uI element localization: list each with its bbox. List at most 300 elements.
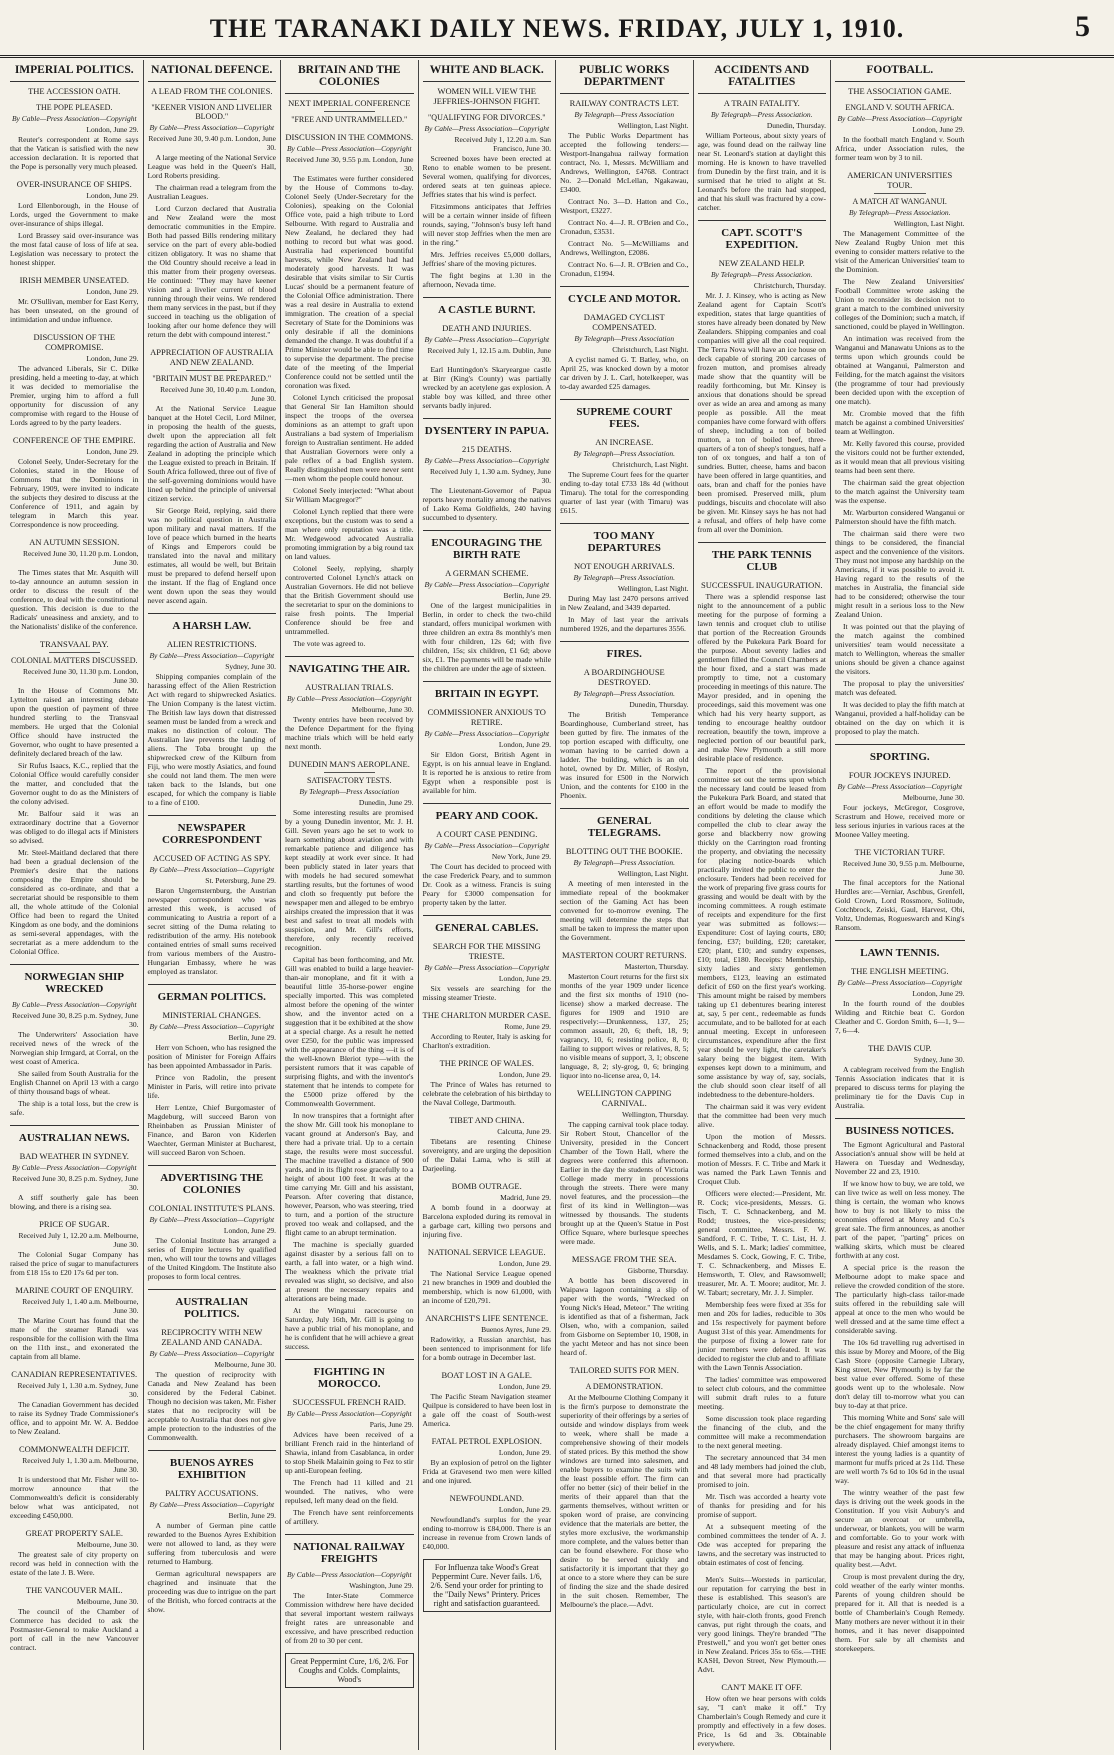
byline: By Cable—Press Association—Copyright [11,1163,137,1172]
article [698,1575,827,1674]
article [423,1058,552,1107]
article-title: FATAL PETROL EXPLOSION. [431,1436,542,1446]
article-paragraph: At a subsequent meeting of the combined committees the tender of A. J. Ode was accepted for preparing the lawns, and the secretary was instructed to obtain estimates of cost of fencing. [697,1522,826,1567]
article [423,323,552,410]
article-paragraph: In now transpires that a fortnight after the show Mr. Gill took his monoplane to vacant ground at Anderson's Bay, and there had a private trial. Up to a certain stage, the results were most successful. The machine travelled a distance of 900 yards, and in its flight rose gracefully to a height of about 100 feet. It was at the time carrying Mr. Gill and his assistant, Pearson. After covering that distance, however, Pearson, who was steering, tried to turn, and a portion of the structure proved too weak and collapsed, and the flight came to an abrupt termination. [285,1111,414,1237]
article-paragraph: Earl Huntingdon's Skaryeargue castle at Birr (King's County) was partially wrecked by an acetylene gas explosion. A stable boy was killed, and three other servants badly injured. [422,365,551,410]
byline: By Cable—Press Association—Copyright [424,729,550,738]
article-subtitle: THE POPE PLEASED. [36,103,113,112]
article-title: A TRAIN FATALITY. [723,98,800,108]
article-paragraph: Mr. Tisch was accorded a hearty vote of thanks for presiding and for his promise of support. [697,1492,826,1519]
dateline: Dunedin, Thursday. [766,121,826,130]
section-header: NATIONAL DEFENCE. [148,60,277,82]
article-title: PRICE OF SUGAR. [39,1219,110,1229]
article [835,1043,965,1110]
byline: By Cable—Press Association—Copyright [11,1000,137,1009]
byline: By Telegraph—Press Association. [710,110,813,119]
byline: By Telegraph—Press Association. [573,858,676,867]
article-title: BAD WEATHER IN SYDNEY. [19,1151,129,1161]
section-header: CYCLE AND MOTOR. [560,286,689,308]
article [10,1285,139,1361]
divider [49,652,100,653]
dateline: London, June 29. [86,191,139,200]
article-paragraph: Croup is most prevalent during the dry, cold weather of the early winter months. Parents of young children should be prepared for it. All that is needed is a bottle of Chamberlain's Cough Remedy. Many mothers are never without it in their homes, and it has never disappointed them. For sale by all chemists and storekeepers. [835,1572,965,1653]
article-paragraph: It was decided to play the fifth match at Wanganui, provided a half-holiday can be obtained on the day on which it is proposed to play the match. [835,700,965,736]
article-paragraph: The chairman said there were two things to be considered, the financial aspect and the convenience of the visitors. They must not impose any hardship on the Americans, if it was possible to avoid it. Having regard to the results of the matches in Australia, the financial side had to be considered; otherwise the tour might result in a serious loss to the New Zealand Union. [835,529,965,619]
article [148,347,277,605]
article-title: MESSAGE FROM THE SEA. [571,1254,677,1264]
article-title: THE VICTORIAN TURF. [854,847,945,857]
article-paragraph: Four jockeys, McGregor, Cosgrove, Scrastrum and Howe, received more or less serious injuries in various races at the Moonee Valley meeting. [835,803,965,839]
article-subtitle: "BRITAIN MUST BE PREPARED." [152,374,272,383]
dateline: Received July 1, 1.40 a.m. Melbourne, June 30. [22,1297,139,1315]
article-paragraph: Men's Suits—Worsteds in particular, our reputation for carrying the best in these is established. This season's are particularly choice, are cut in correct style, with hair-cloth fronts, good French canvas, put right through the coats, and very good linings. They're branded "The Prestwell," and you won't get better ones in New Zealand. Prices 35s to 65s.—THE KASH, Devon Street, New Plymouth.—Advt. [697,1575,826,1674]
dateline: Received June 30, 9.55 p.m. Melbourne, June 30. [842,859,965,877]
article [285,759,414,1351]
article [835,770,965,839]
article-paragraph: The Supreme Court fees for the quarter ending to-day total £733 18s 4d (without Timaru). The total for the corresponding quarter of last year (with Timaru) was £615. [560,470,689,515]
byline: By Telegraph—Press Association. [573,573,676,582]
article-title: COMMISSIONER ANXIOUS TO RETIRE. [427,707,546,727]
article-paragraph: Prince von Radolin, the present Minister in Paris, will retire into private life. [147,1073,276,1100]
article-paragraph: It is understood that Mr. Fisher will to-morrow announce that the Commonwealth's deficit is considerably below what was anticipated, not exceeding £450,000. [10,1475,139,1520]
article [698,1682,827,1748]
article-paragraph: The Inter-State Commerce Commission withdrew here have decided that several important western railways freight rates are unreasonable and excessive, and have prescribed reduction of from 20 to 30 per cent. [285,1591,414,1645]
section-header: A CASTLE BURNT. [423,297,552,319]
article [423,1370,552,1428]
article-title: AMERICAN UNIVERSITIES TOUR. [847,170,953,190]
dateline: Received June 30, 8.25 p.m. Sydney, June 30. [12,1174,139,1192]
section-header: FIRES. [560,641,689,663]
article-paragraph: Herr Lentze, Chief Burgomaster of Magdeburg, will succeed Baron von Rheinbaben as Prussian Minister of Finance, and Baron von Kiderlen Waechter, German Minister at Bucharest, will succeed Baron von Schoen. [147,1103,276,1157]
divider [186,370,237,371]
byline: By Telegraph—Press Association [574,334,675,343]
article-paragraph: Six vessels are searching for the missing steamer Trieste. [422,984,551,1002]
article [423,1313,552,1362]
article-title: NATIONAL SERVICE LEAGUE. [427,1247,546,1257]
article-title: A COURT CASE PENDING. [436,829,538,839]
dateline: Sydney, June 30. [225,662,276,671]
article [148,639,277,807]
article-paragraph: At the Wingatui racecourse on Saturday, July 16th, Mr. Gill is going to have a public trial of his monoplane, and he is confident that he will achieve a great success. [285,1306,414,1351]
dateline: Berlin, June 29. [228,1511,276,1520]
article [835,170,965,736]
section-header: NEWSPAPER CORRESPONDENT [148,815,277,849]
byline: By Cable—Press Association—Copyright [837,114,963,123]
dateline: Received July 1, 12.20 a.m. Melbourne, June 30. [18,1231,139,1249]
article-paragraph: At the Melbourne Clothing Company it is the firm's purpose to demonstrate the superiority of their offerings by a series of outside and window displays from week to week, where shall be made a comprehensive showing of their models of stated prices. By this method the show windows are turned into salesmen, and enable buyers to examine the suits with the least possible effort. The firm can offer no better (sic) of their belief in the merits of their apparel than that the garments themselves, without written or spoken word of praise, are convincing evidence that the materials are better, the styles more exclusive, the workmanship more complete, and the values better than can be found elsewhere. For those who desire to be served quickly and satisfactorily it is important that they go at once to a store where they can be sure of finding the size and the shade desired in the suit chosen. Remember, The Melbourne's the place.—Advt. [560,1393,689,1609]
article-paragraph: Mr. Crombie moved that the fifth match be against a combined Universities' team at Wellington. [835,409,965,436]
dateline: Melbourne, June 30. [902,793,965,802]
divider [599,1378,650,1379]
article-title: DEATH AND INJURIES. [442,323,532,333]
byline: By Telegraph—Press Association [574,110,675,119]
dateline: Received July 1, 1.30 a.m. Sydney, June 30. [430,467,551,485]
article-title: ALIEN RESTRICTIONS. [166,639,257,649]
article-title: CAN'T MAKE IT OFF. [721,1682,803,1692]
section-header: BRITAIN IN EGYPT. [423,681,552,703]
byline: By Telegraph—Press Association [299,787,400,796]
divider [186,99,237,100]
dateline: Dunedin, Thursday. [629,700,689,709]
dateline: Received June 30, 10.40 p.m. London, June 30. [160,385,276,403]
masthead [0,0,1114,58]
article [285,1570,414,1645]
article-paragraph: If we know how to buy, we are told, we can live twice as well on less money. The thing is certain, the woman who knows how to buy is not likely to miss the economies offered at Morey and Co.'s great sale. The firm announces, as another part of the paper, "parting" prices on walking skirts, which must be cleared forthwith at any cost. [835,1179,965,1260]
article [560,1365,689,1609]
article [423,86,552,289]
dateline: Wellington, Last Night. [617,121,689,130]
article-title: AUSTRALIAN TRIALS. [305,682,394,692]
article-paragraph: Lord Curzon declared that Australia and New Zealand were the most democratic communities in the Empire. Both had passed Bills rendering military service on the part of every able-bodied citizen obligatory. It was no shame that the Old Country should receive a lead in this matter from their progeny overseas. He continued: "They may have keener vision and a livelier current of blood running through their veins. We rendered them many services in the past, but if they succeed in teaching us the obligation of looking after our home defence they will return the debt with compound interest." [147,204,276,339]
article-paragraph: Officers were elected:—President, Mr. R. Cock; vice-presidents, Messrs. G. Tisch, T. C. Schnackenberg, and M. Rodd; trustees, the vice-presidents; general committee, Messrs. F. W. Sandford, F. C. Tribe, T. C. List, H. J. Wells, and S. L. Mark; ladies' committee, Mesdames S. Cock, Gowing, F. C. Tribe, T. C. Schnackenberg, and Misses E. Hemsworth, T. Olev, and Rawsomwell; treasurer, Mr. A. T. Moore; auditor, Mr. J. W. Tabart; secretary, Mr. J. J. Simpler. [697,1189,826,1297]
section-header: GERMAN POLITICS. [148,984,277,1006]
article-paragraph: Mr. O'Sullivan, member for East Kerry, has been unseated, on the ground of intimidation and undue influence. [10,297,139,324]
article [148,86,277,339]
dateline: Berlin, June 29. [228,1033,276,1042]
divider [874,193,926,194]
article-title: DISCUSSION OF THE COMPROMISE. [33,332,116,352]
article-paragraph: The council of the Chamber of Commerce has decided to ask the Postmaster-General to make Auckland a port of call in the new Vancouver contract. [10,1607,139,1652]
byline: By Telegraph—Press Association. [573,449,676,458]
article [560,98,689,278]
article-title: MARINE COURT OF ENQUIRY. [15,1285,134,1295]
article-paragraph: Baron Ungernsternburg, the Austrian newspaper correspondent who was arrested this week, is accused of communicating to Austria a report of a secret sitting of the Duma relating to redistribution of the army. His notebook contained entries of small sums received from various members of the Austro-Hungarian Embassy, where he was employed as translator. [147,886,276,976]
dateline: Wellington, Last Night. [617,584,689,593]
article [10,332,139,427]
dateline: London, June 29. [86,354,139,363]
article [698,258,827,534]
article-title: A GERMAN SCHEME. [445,568,529,578]
dateline: Received July 1, 12.15 a.m. Dublin, June 30. [427,346,551,364]
byline: By Cable—Press Association—Copyright [424,335,550,344]
article-paragraph: Mrs. Jeffries receives £5,000 dollars, Jeffries' share of the moving pictures. [422,250,551,268]
article [423,1115,552,1173]
byline: By Cable—Press Association—Copyright [286,144,412,153]
article [10,275,139,324]
dateline: Rome, June 29. [504,1022,551,1031]
newspaper-title: THE TARANAKI DAILY NEWS. FRIDAY, JULY 1, 1910. [209,14,905,43]
article-paragraph: Contract No. 3—D. Hatton and Co., Westport, £3227. [560,197,689,215]
article-paragraph: The Lieutenant-Governor of Papua reports heavy mortality among the natives of Lako Kema Goldfields, 240 having succumbed to dysentery. [422,486,551,522]
section-header: BUSINESS NOTICES. [835,1118,965,1140]
article-title: RECIPROCITY WITH NEW ZEALAND AND CANADA. [161,1327,263,1347]
article-paragraph: The wintry weather of the past few days is driving out the week goods in the Constitution. If you visit Aubury's and secure an overcoat or umbrella, underwear, or blankets, you will be warm and comfortable. Go to your work with pleasure and resist any attack of influenza that may be hanging about. Prices right, quality best.—Advt. [835,1488,965,1569]
article [10,1369,139,1436]
article-paragraph: The Canadian Government has decided to raise its Sydney Trade Commissioner's office, and to appoint Mr. W. A. Beddoe to New Zealand. [10,1400,139,1436]
article-title: SUCCESSFUL INAUGURATION. [700,580,823,590]
article-title: A BOARDINGHOUSE DESTROYED. [583,667,665,687]
section-header: SUPREME COURT FEES. [560,399,689,433]
section-header: TOO MANY DEPARTURES [560,523,689,557]
article-subtitle: COLONIAL MATTERS DISCUSSED. [10,656,138,665]
article-paragraph: Mr. J. J. Kinsey, who is acting as New Zealand agent for Captain Scott's expedition, states that large quantities of stores have already been donated by New Zealanders. Shipping companies and coal companies will give all the coal required. The Terra Nova will have an ice house on deck capable of storing 200 carcases of frozen mutton, and promises already made show that the quantity will be readily forthcoming, but Mr. Kinsey is anxious that donations should be spread over as wide an area and among as many people as possible. All the meat companies have come forward with offers of sheep, including a ton of boiled mutton, a ton of boiled beef, three-quarters of a ton of sheep's tongues, half a ton of ox tongues, and half a ton of sundries. Butter, cheese, hams and bacon have been offered in large quantities, and oats, bran and chaff for the ponies have been promised. Preserved milk, plum puddings, biscuits and chocolate will also be given. Mr. Kinsey says he has not had a refusal, and offers of help have come from all over the Dominion. [697,291,826,534]
article-title: RAILWAY CONTRACTS LET. [569,98,679,108]
article-subtitle: "FREE AND UNTRAMMELLED." [291,115,408,124]
article-paragraph: Shipping companies complain of the harassing effect of the Alien Restriction Act with regard to shipwrecked Asiatics. The Union Company is the latest victim. The British law lays down that distressed seamen must be landed from a wreck and makes no distinction of colour. The Australian law prevents the landing of aliens. The Toba brought up the shipwrecked crew of the Kilburn from Fiji, who were mostly Asiatics, and found she could not land them. The men were taken back to the Islands, but one escaped, for which the company is liable to a fine of £100. [147,672,276,807]
article-paragraph: The Public Works Department has accepted the following tenders:—Westport-Inangahua railway formation contract, No. 1, Messrs. McWilliam and Andrews, Wellington, £4768. Contract No. 2—Donald McLellan, Ngakawau, £3400. [560,131,689,194]
article-paragraph: Upon the motion of Messrs. Schnackenberg and Rodd, those present formed themselves into a club, and on the motion of Messrs. F. C. Tribe and Mark it was named the Park Lawn Tennis and Croquet Club. [697,1132,826,1186]
article-title: DISCUSSION IN THE COMMONS. [285,132,414,142]
dateline: London, June 29. [86,287,139,296]
article-paragraph: Colonel Seely interjected: "What about Sir William Macgregor?" [285,486,414,504]
section-header: THE PARK TENNIS CLUB [698,542,827,576]
article-title: THE PRINCE OF WALES. [439,1058,534,1068]
section-header: GENERAL TELEGRAMS. [560,808,689,842]
article-paragraph: Reuter's correspondent at Rome says that the Vatican is satisfied with the new accession declaration. It is reported that the Pope is personally very much pleased. [10,135,139,171]
article-title: TIBET AND CHINA. [449,1115,525,1125]
article [423,707,552,795]
section-header: PUBLIC WORKS DEPARTMENT [560,60,689,94]
article [10,639,139,956]
article-paragraph: The capping carnival took place today. Sir Robert Stout, Chancellor of the University, presided in the Concert Chamber of the Town Hall, where the degrees were conferred this afternoon. Earlier in the day the students of Victoria College made merry in processions through the streets. There were many novel features, and the procession—the first of its kind in Wellington—was witnessed by thousands. The students brought up at the Queen's Statue in Post Office Square, where burlesque speeches were made. [560,1120,689,1246]
article-paragraph: Colonel Lynch criticised the proposal that General Sir Ian Hamilton should inspect the troops of the oversea dominions as an attempt to graft upon Australians a bad system of Imperialism foreign to Australian sentiment. He added that Australian Governors were only a pale reflex of a bad English system. Really distinguished men were never sent—men whom the people could honour. [285,393,414,483]
article [285,98,414,124]
dateline: London, June 29. [912,989,965,998]
article [10,1444,139,1520]
dateline: Received June 30, 11.20 p.m. London, June 30. [22,549,139,567]
article-subtitle: SATISFACTORY TESTS. [306,776,392,785]
article-title: APPRECIATION OF AUSTRALIA AND NEW ZEALAND. [150,347,274,367]
article [423,941,552,1002]
divider [461,109,512,110]
dateline: Sydney, June 30. [913,1055,965,1064]
article-paragraph: Contract No. 4—J. R. O'Brien and Co., Cronadun, £3531. [560,218,689,236]
article-title: SUCCESSFUL FRENCH RAID. [292,1397,406,1407]
article-paragraph: Colonel Lynch replied that there were exceptions, but the custom was to send a man where only reputation was a title. Mr. Wedgewood advocated Australia promoting immigration by a big round tax on land values. [285,507,414,561]
article-paragraph: In the fourth round of the doubles Wilding and Ritchie beat C. Gordon Cleather and C. Gordon Smith, 6—1, 9—7, 6—4. [835,999,965,1035]
article-paragraph: A large meeting of the National Service League was held in the Queen's Hall, Lord Roberts presiding. [147,153,276,180]
section-header: BRITAIN AND THE COLONIES [285,60,414,94]
article [285,1397,414,1526]
article-title: THE ASSOCIATION GAME. [848,86,952,96]
article-paragraph: Sir Eldon Gorst, British Agent in Egypt, is on his annual leave in England. It is reported he is anxious to retire from Egypt when a responsible post is available for him. [422,750,551,795]
article-paragraph: The advanced Liberals, Sir C. Dilke presiding, held a meeting to-day, at which it was decided to memorialise the Premier, urging him to afford a full opportunity for discussion of any compromise with regard to the House of Lords agreed to by the party leaders. [10,364,139,427]
divider [324,772,375,773]
article [285,682,414,751]
article-title: AN INCREASE. [595,437,654,447]
article [560,667,689,800]
dateline: Berlin, June 29. [503,591,551,600]
byline: By Cable—Press Association—Copyright [149,1215,275,1224]
article-paragraph: Newfoundland's surplus for the year ending to-morrow is £84,000. There is an increase in revenue from Crown lands of £40,000. [422,1515,551,1551]
dateline: London, June 29. [498,974,551,983]
article-title: TRANSVAAL PAY. [39,639,109,649]
dateline: London, June 29. [498,740,551,749]
article [560,950,689,1080]
section-header: ACCIDENTS AND FATALITIES [698,60,827,94]
article-title: COMMONWEALTH DEFICIT. [19,1444,130,1454]
advertisement: For Influenza take Wood's Great Peppermint Cure. Never fails. 1/6, 2/6. Send your order for printing to the "Daily News" Printery. Prices right and satisfaction guaranteed. [423,1559,552,1612]
byline: By Telegraph—Press Association. [848,208,951,217]
article [10,86,139,171]
article [10,179,139,267]
article-paragraph: Twenty entries have been received by the Defence Department for the flying machine trials which will be held early next month. [285,715,414,751]
article-title: OVER-INSURANCE OF SHIPS. [16,179,132,189]
article [560,437,689,515]
byline: By Cable—Press Association—Copyright [149,651,275,660]
byline: By Cable—Press Association—Copyright [11,114,137,123]
section-header: NORWEGIAN SHIP WRECKED [10,964,139,998]
article-paragraph: The greatest sale of city property on record was held in connection with the estate of the late J. B. Were. [10,1550,139,1577]
columns-container [6,60,1106,1750]
article [10,537,139,631]
dateline: London, June 29. [498,1448,551,1457]
byline: By Cable—Press Association—Copyright [424,841,550,850]
article [423,1010,552,1050]
article-paragraph: A bomb found in a doorway at Barcelona exploded during its removal in a garbage cart, killing two persons and injuring five. [422,1203,551,1239]
article-title: PALTRY ACCUSATIONS. [165,1488,259,1498]
article-paragraph: A stiff southerly gale has been blowing, and there is a rising sea. [10,1193,139,1211]
article-paragraph: The Colonial Institute has arranged a series of Empire lectures by qualified men, who will tour the towns and villages of the United Kingdom. The Institute also proposes to form local centres. [147,1236,276,1281]
article-paragraph: Lord Brassey said over-insurance was the most fatal cause of loss of life at sea. Legislation was necessary to protect the honest shipper. [10,231,139,267]
section-header: WHITE AND BLACK. [423,60,552,82]
article-paragraph: This morning White and Sons' sale will be the chief engagement for many thrifty purchasers. The showroom bargains are already displayed. Chief amongst items to interest the young ladies is a quantity of marmont fur muffs priced at 2s 11d. These are well worth 7s 6d to 10s 6d in the usual way. [835,1413,965,1485]
article-paragraph: The Marine Court has found that the mate of the steamer Ranadi was responsible for the collision with the Ilma on the 11th inst., and exonerated the captain from all blame. [10,1316,139,1361]
article-paragraph: Advices have been received of a brilliant French raid in the hinterland of Shawia, inland from Casablanca, in order to stop Sheik Malainin going to Fez to stir up anti-European feeling. [285,1430,414,1475]
article-paragraph: The chairman said it was very evident that the committee had been very much alive. [697,1102,826,1129]
article-paragraph: Capital has been forthcoming, and Mr. Gill was enabled to build a large heavier-than-air monoplane, and fit it with a beautiful little 35-horse-power engine specially imported. This was completed almost before the opening of the winter show, and the inventor acted on a suggestion that it be exhibited at the show at a special charge. As a result he netted over £250, for the public was impressed with the appearance of the thing —it is of the well-known Bleriot type—with the persistent rumors that it was capable of surprising flights, and with the inventor's statement that he intends to compete for the £5000 prize offered by the Commonwealth Government. [285,955,414,1108]
article-paragraph: How often we hear persons with colds say, "I can't make it off." Try Chamberlain's Cough Remedy and cure it promptly and effectively in a few doses. Price, 1s 6d and 3s. Obtainable everywhere. [697,1694,826,1748]
article-subtitle: A DEMONSTRATION. [585,1382,663,1391]
article-paragraph: The fight begins at 1.30 in the afternoon, Nevada time. [422,271,551,289]
dateline: London, June 29. [498,1505,551,1514]
article-paragraph: A special price is the reason the Melbourne adopt to make space and relieve the crowded condition of the store. The particularly high-class tailor-made suits offered in the rebuilding sale will appeal at once to the men who would be well dressed and at the same time effect a considerable saving. [835,1263,965,1335]
dateline: London, June 29. [86,125,139,134]
article-title: THE ACCESSION OATH. [28,86,121,96]
column [419,60,557,1750]
article-title: WOMEN WILL VIEW THE JEFFRIES-JOHNSON FIGHT. [433,86,541,106]
section-header: ADVERTISING THE COLONIES [148,1165,277,1199]
article-paragraph: The machine is specially guarded against disaster by a serious fall on to earth, a fall into water, or a high wind. The weakness which the private trial revealed was slight, so decisive, and also at present the necessary repairs and alterations are being made. [285,1240,414,1303]
article-paragraph: Some discussion took place regarding the financing of the club, and the committee will make a recommendation to the next general meeting. [697,1414,826,1450]
byline: By Cable—Press Association—Copyright [837,978,963,987]
article [148,1010,277,1157]
article-title: CONFERENCE OF THE EMPIRE. [12,435,136,445]
article-title: FOUR JOCKEYS INJURED. [848,770,951,780]
article-paragraph: The Egmont Agricultural and Pastoral Association's annual show will be held at Hawera on Tuesday and Wednesday, November 22 and 23, 1910. [835,1140,965,1176]
article-paragraph: The Pacific Steam Navigation steamer Quilpue is considered to have been lost in a gale off the coast of South-west America. [422,1392,551,1428]
dateline: New York, June 29. [491,852,551,861]
article [148,1203,277,1281]
section-header: NATIONAL RAILWAY FREIGHTS [285,1534,414,1568]
article-paragraph: One of the largest municipalities in Berlin, in order to check the two-child standard, offers municipal workmen with three children an extra 8s monthly's men with four children, 12s 6d; with five children, 15s; six children, £1 6d; above six, £1. The payments will be made while the children are under the age of sixteen. [422,601,551,673]
article-paragraph: There was a splendid response last night to the announcement of a public meeting for the purpose of forming a lawn tennis and croquet club to utilise that portion of the Recreation Grounds offered by the Pukekura Park Board for the purpose. About seventy ladies and gentlemen filled the Council Chambers at the hour fixed, and a start was made promptly to time, not a customary proceeding in meetings of this nature. The Mayor presided, and in opening the proceedings, said this movement was one which had his very hearty support, as tending to encourage healthy outdoor recreation, beautify the town, improve a neglected portion of our beautiful park, and make New Plymouth a still more desirable place of residence. [697,592,826,763]
article-title: IRISH MEMBER UNSEATED. [19,275,129,285]
section-header: NAVIGATING THE AIR. [285,656,414,678]
article-paragraph: In the football match England v. South Africa, under Association rules, the former team won by 3 to nil. [835,135,965,162]
section-header: DYSENTERY IN PAPUA. [423,418,552,440]
article-paragraph: An intimation was received from the Wanganui and Manawatu Unions as to the terms upon which grounds could be obtained at Wanganui, Palmerston and Feilding, for the match against the visitors (the programme of tour had previously been decided upon with the exception of one match). [835,334,965,406]
article [560,561,689,633]
dateline: Wellington, Last Night. [617,869,689,878]
dateline: Received July 1, 1.30 a.m. Melbourne, June 30. [22,1456,139,1474]
article-paragraph: The British Temperance Boardinghouse, Cumberland street, has been gutted by fire. The inmates of the top portion escaped with difficulty, one woman having to be carried down a ladder. The building, which is an old hotel, owned by Dr. Miller, of Roslyn, was insured for £500 in the Norwich Union, and the contents for £100 in the Phoenix. [560,710,689,800]
article-paragraph: Contract No. 6—J. R. O'Brien and Co., Cronadun, £1994. [560,260,689,278]
dateline: Received July 1, 1.30 a.m. Sydney, June 30. [17,1381,139,1399]
byline: By Cable—Press Association—Copyright [424,124,550,133]
article-paragraph: A number of German pine cattle rewarded to the Buenos Ayres Exhibition were not allowed to land, as they were suffering from tuberculosis and were returned to Hamburg. [147,1521,276,1566]
dateline: London, June 29. [912,125,965,134]
article-paragraph: The report of the provisional committee set out the terms upon which the necessary land could be leased from the Pukekura Park Board, and stated that an effort would be made to modify the conditions by deleting the clause which compelled the club to clear away the gorse and blackberry now growing thickly on the Carrington road fronting the property, and obviating the necessity for placing notice-boards which practically invited the public to enter the enclosure. Tenders had been received for the work of preparing five grass courts for grassing and would be dealt with by the incoming committees. A rough estimate of receipts and expenditure for the first year was submitted as follows:—Expenditure: Cost of laying courts, £80; fencing, £37; building, £20; caretaker, £20; plant, £10; and sundry expenses, £10; total, £180. Receipts: Membership, sixty ladies and sixty gentlemen members, £123, leaving an estimated deficit of £60 on the first year's working. This amount might be raised by members taking up £1 debentures bearing interest at, say, 5 per cent., redeemable as funds accumulate, and to be balloted for at each annual meeting. Except in unforeseen circumstances, expenditure after the first year should be very light, the caretaker's salary being the biggest item. With expenses kept down to a minimum, and some assistance by way of, say, socials, the club should soon clear itself of all indebtedness to the debenture-holders. [697,766,826,1099]
article [10,1528,139,1577]
byline: By Cable—Press Association—Copyright [837,782,963,791]
dateline: Calcutta, June 29. [497,1127,551,1136]
dateline: London, June 29. [498,1382,551,1391]
dateline: Wellington, Thursday. [622,1110,689,1119]
article [698,98,827,212]
article-paragraph: Radowitky, a Russian anarchist, has been sentenced to imprisonment for life for a bomb outrage in December last. [422,1335,551,1362]
article-paragraph: Mr. Steel-Maitland declared that there had been a gradual declension of the Premier's desire that the nations composing the Empire should be considered as co-ordinate, and that a secretariat should be responsible to them all, the whole attitude of the Colonial Office had been to regard the United Kingdom as one body, and the dominions as semi-several appendages, with the secretariat as a mere addendum to the Colonial Office. [10,848,139,956]
byline: By Telegraph—Press Association. [710,270,813,279]
article-title: BOAT LOST IN A GALE. [441,1370,533,1380]
article-title: DAMAGED CYCLIST COMPENSATED. [583,312,665,332]
article-paragraph: She sailed from South Australia for the English Channel on April 13 with a cargo of thirty thousand bags of wheat. [10,1069,139,1096]
byline: By Cable—Press Association—Copyright [286,694,412,703]
dateline: Received June 30, 11.30 p.m. London, June 30. [22,667,139,685]
article-paragraph: Mr. Balfour said it was an extraordinary doctrine that a Governor was obliged to do illegal acts if Ministers so advised. [10,809,139,845]
byline: By Cable—Press Association—Copyright [424,580,550,589]
article-paragraph: The vote was agreed to. [293,639,366,648]
section-header: LAWN TENNIS. [835,940,965,962]
article-paragraph: The National Service League opened 21 new branches in 1909 and doubled the membership, which is now 61,000, with an income of £20,791. [422,1269,551,1305]
dateline: Received June 30, 9.55 p.m. London, June 30. [285,155,414,173]
dateline: London, June 29. [86,447,139,456]
dateline: Received June 30, 9.40 p.m. London, June 30. [148,134,276,152]
article-subtitle: "KEENER VISION AND LIVELIER BLOOD." [151,103,273,121]
section-header: ENCOURAGING THE BIRTH RATE [423,530,552,564]
column [831,60,969,1750]
article-paragraph: At the National Service League banquet at the Hotel Cecil, Lord Milner, in proposing the health of the guests, dwelt upon the appreciation all felt regarding the action of Australia and New Zealand in adopting the principle which the League existed to preach in Britain. If South Africa followed, three out of five of the self-governing dominions would have lined up behind the principle of universal citizen service. [147,404,276,503]
article-paragraph: The Times states that Mr. Asquith will to-day announce an autumn session in order to discuss the result of the conference, to deal with the constitutional question. This decision is due to the Radicals' uneasiness and anxiety, and to the Nationalists' dislike of the conference. [10,568,139,631]
dateline: Masterton, Thursday. [624,962,689,971]
article [10,1585,139,1652]
article [835,86,965,162]
section-header: BUENOS AYRES EXHIBITION [148,1450,277,1484]
article-paragraph: In May of last year the arrivals numbered 1926, and the departures 3556. [560,615,689,633]
article-paragraph: The question of reciprocity with Canada and New Zealand has been considered by the Federal Cabinet. Though no decision was taken, Mr. Fisher states that no reciprocity will be acceptable to Australia that does not give ample protection to the industries of the Commonwealth. [147,1370,276,1442]
article-paragraph: Screened boxes have been erected at Reno to enable women to be present. Several women, qualifying for divorces, ordered seats at ten guineas apiece. Jeffries states that his wind is perfect. [422,154,551,199]
article-paragraph: The Management Committee of the New Zealand Rugby Union met this evening to consider matters relative to the visit of the American Universities' team to the Dominion. [835,229,965,274]
article-paragraph: During May last 2470 persons arrived in New Zealand, and 3439 departed. [560,594,689,612]
dateline: London, June 29. [498,1070,551,1079]
byline: By Cable—Press Association—Copyright [424,456,550,465]
dateline: Wellington, Last Night. [893,219,965,228]
article-title: WELLINGTON CAPPING CARNIVAL. [576,1088,672,1108]
divider [49,99,100,100]
article-paragraph: The chairman said the great objection to the match against the University team was the expense. [835,478,965,505]
article [423,1493,552,1551]
dateline: Christchurch, Last Night. [612,460,689,469]
article-paragraph: The Estimates were further considered by the House of Commons to-day. Colonel Seely (Under-Secretary for the Colonies), speaking on the Colonial Office vote, paid a high tribute to Lord Selbourne. With regard to Australia and New Zealand, he declared they had nothing to record but what was good. Australia had experienced bountiful harvests, while New Zealand had had moderately good harvests. It was desirable that visits similar to Sir Curtis Lucas' should be a permanent feature of the Colonial Office administration. There was a real desire in Australia to extend immigration. The creation of a special Secretary of State for the Dominions was only desirable if all the dominions demanded the change. It was doubtful if a Prime Minister would be able to find time to supervise the department. The precise date of the meeting of the Imperial Conference could not be settled until the coronation was fixed. [285,174,414,390]
byline: By Cable—Press Association—Copyright [149,1500,275,1509]
article-title: CANADIAN REPRESENTATIVES. [11,1369,138,1379]
article-title: GREAT PROPERTY SALE. [25,1528,123,1538]
dateline: Washington, June 29. [349,1581,414,1590]
article-paragraph: By an explosion of petrol on the lighter Frida at Gravesend two men were killed and one injured. [422,1458,551,1485]
article-paragraph: The Prince of Wales has returned to celebrate the celebration of his birthday to the Naval College, Dartmouth. [422,1080,551,1107]
dateline: Gisborne, Thursday. [627,1266,689,1275]
byline: By Cable—Press Association—Copyright [286,1570,412,1579]
article-title: THE VANCOUVER MAIL. [25,1585,123,1595]
byline: By Telegraph—Press Association. [573,689,676,698]
article [423,568,552,673]
article-paragraph: The 10s 6d travelling rug advertised in this issue by Morey and Moore, of the Big Cash Store (opposite Carnegie Library, King street, New Plymouth) is by far the best value ever offered. Some of these goods went up to the wholesale. Now don't delay till to-morrow what you can buy to-day at that price. [835,1338,965,1410]
article-title: NEW ZEALAND HELP. [718,258,805,268]
section-header: FIGHTING IN MOROCCO. [285,1359,414,1393]
dateline: Melbourne, June 30. [351,705,414,714]
article-title: TAILORED SUITS FOR MEN. [569,1365,679,1375]
